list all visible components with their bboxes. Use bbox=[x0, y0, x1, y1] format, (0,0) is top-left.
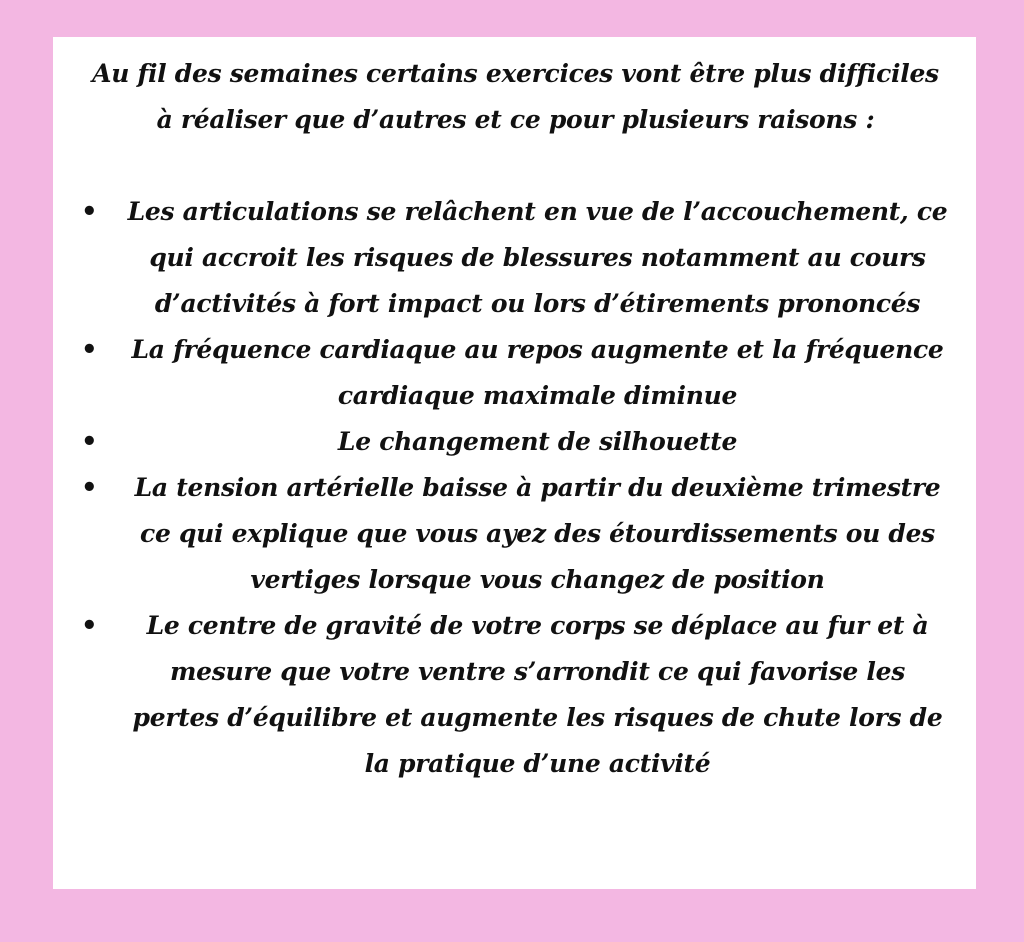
list-item-line: pertes d’équilibre et augmente les risques de chute lors de bbox=[132, 703, 943, 732]
list-item bbox=[67, 189, 964, 327]
list-item-line: d’activités à fort impact ou lors d’étirements prononcés bbox=[154, 289, 921, 318]
bullet-icon: • bbox=[81, 197, 98, 227]
reasons-list bbox=[67, 189, 964, 787]
list-item-line: Les articulations se relâchent en vue de l’accouchement, ce bbox=[127, 197, 948, 226]
list-item bbox=[67, 327, 964, 419]
list-item-line: la pratique d’une activité bbox=[364, 749, 711, 778]
bullet-icon: • bbox=[81, 473, 98, 503]
list-item-line: Le centre de gravité de votre corps se déplace au fur et à bbox=[146, 611, 929, 640]
bullet-icon: • bbox=[81, 335, 98, 365]
list-item-line: qui accroit les risques de blessures notamment au cours bbox=[149, 243, 926, 272]
content-card bbox=[53, 37, 976, 889]
list-item bbox=[67, 419, 964, 465]
list-item-line: ce qui explique que vous ayez des étourdissements ou des bbox=[140, 519, 935, 548]
list-item-line: Le changement de silhouette bbox=[337, 427, 738, 456]
list-item-line: mesure que votre ventre s’arrondit ce qui favorise les bbox=[170, 657, 905, 686]
intro-line: à réaliser que d’autres et ce pour plusieurs raisons : bbox=[156, 105, 875, 134]
list-item bbox=[67, 465, 964, 603]
list-item-line: La tension artérielle baisse à partir du deuxième trimestre bbox=[134, 473, 941, 502]
bullet-icon: • bbox=[81, 611, 98, 641]
intro-paragraph bbox=[67, 51, 964, 143]
blank-line bbox=[67, 143, 964, 189]
list-item bbox=[67, 603, 964, 787]
list-item-line: La fréquence cardiaque au repos augmente et la fréquence bbox=[131, 335, 944, 364]
list-item-line: vertiges lorsque vous changez de position bbox=[250, 565, 825, 594]
list-item-line: cardiaque maximale diminue bbox=[337, 381, 738, 410]
intro-line: Au fil des semaines certains exercices vont être plus difficiles bbox=[92, 59, 939, 88]
bullet-icon: • bbox=[81, 427, 98, 457]
